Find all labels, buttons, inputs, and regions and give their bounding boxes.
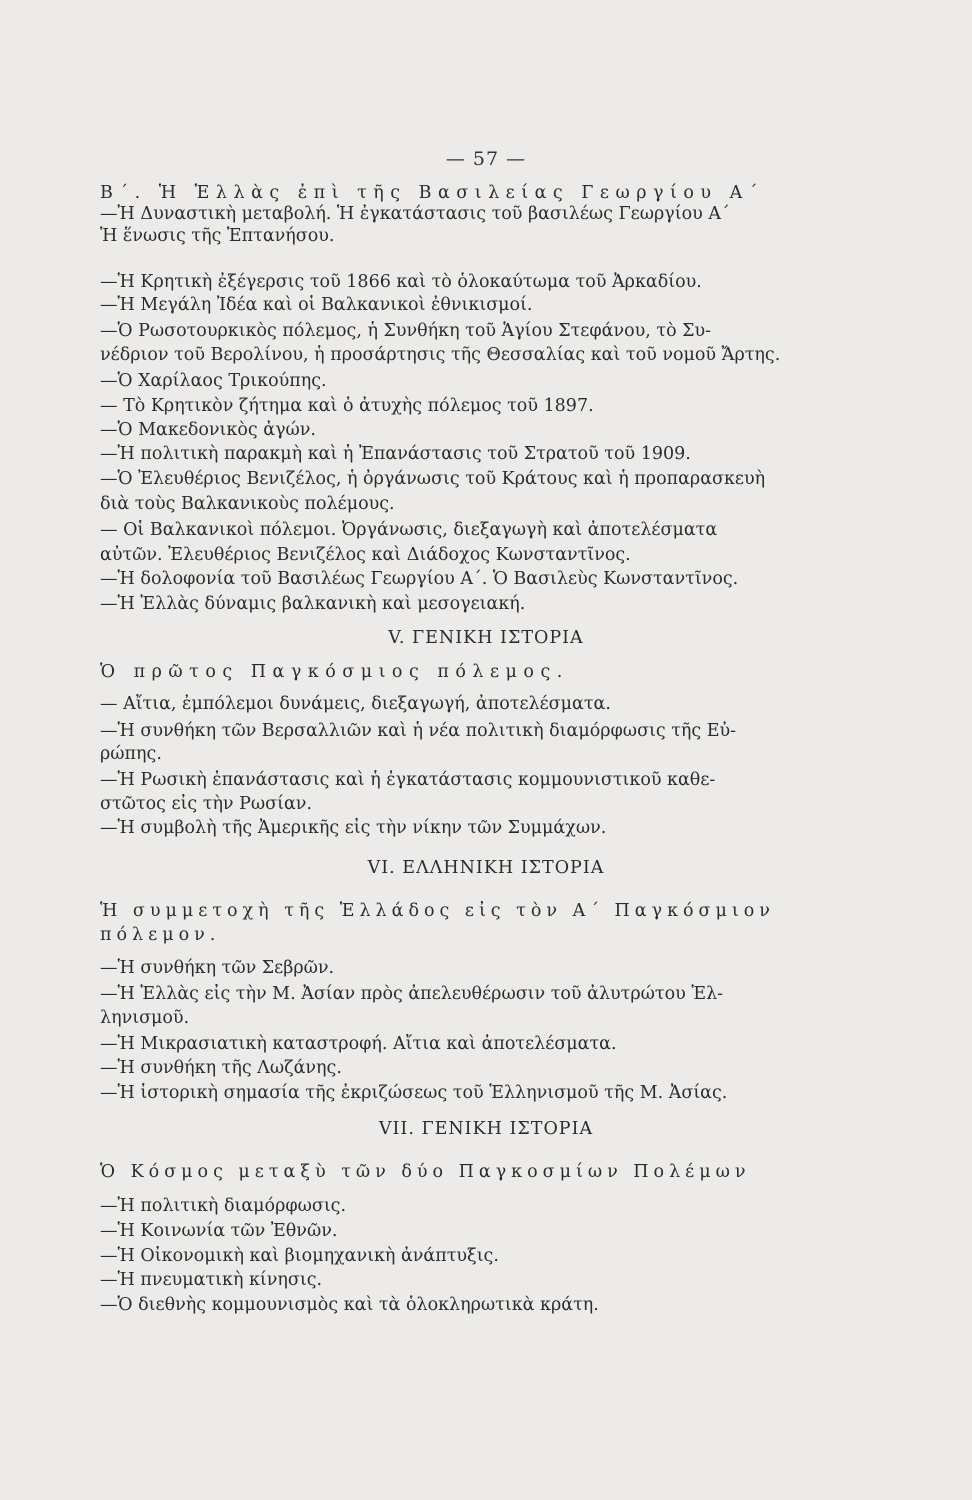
list-item: —Ὁ διεθνὴς κομμουνισμὸς καὶ τὰ ὁλοκληρωτικὰ κράτη. <box>100 1295 599 1315</box>
list-item: —Ἡ Μεγάλη Ἰδέα καὶ οἱ Βαλκανικοὶ ἐθνικισμοί. <box>100 295 533 315</box>
list-item: —Ἡ συνθήκη τῶν Σεβρῶν. <box>100 958 335 978</box>
list-item: αὐτῶν. Ἐλευθέριος Βενιζέλος καὶ Διάδοχος Κωνσταντῖνος. <box>100 545 631 565</box>
section-vii-title: Ὁ Κόσμος μεταξὺ τῶν δύο Παγκοσμίων Πολέμων <box>100 1162 751 1182</box>
list-item: —Ἡ συμβολὴ τῆς Ἀμερικῆς εἰς τὴν νίκην τῶν Συμμάχων. <box>100 818 607 838</box>
list-item: ρώπης. <box>100 744 162 764</box>
list-item: —Ἡ συνθήκη τῆς Λωζάνης. <box>100 1058 342 1078</box>
list-item: ληνισμοῦ. <box>100 1008 190 1028</box>
list-item: —Ἡ Δυναστικὴ μεταβολή. Ἡ ἐγκατάστασις τοῦ βασιλέως Γεωργίου Α΄ <box>100 204 730 224</box>
list-item: —Ὁ Μακεδονικὸς ἀγών. <box>100 420 316 440</box>
list-item: στῶτος εἰς τὴν Ρωσίαν. <box>100 794 313 814</box>
list-item: —Ἡ Μικρασιατικὴ καταστροφή. Αἴτια καὶ ἀποτελέσματα. <box>100 1034 617 1054</box>
list-item: —Ἡ Ἑλλὰς δύναμις βαλκανικὴ καὶ μεσογειακή. <box>100 594 526 614</box>
section-vi-title-continued: πόλεμον. <box>100 925 221 945</box>
list-item: —Ἡ ἱστορικὴ σημασία τῆς ἐκριζώσεως τοῦ Ἑλληνισμοῦ τῆς Μ. Ἀσίας. <box>100 1083 728 1103</box>
list-item: νέδριον τοῦ Βερολίνου, ἡ προσάρτησις τῆς Θεσσαλίας καὶ τοῦ νομοῦ Ἄρτης. <box>100 345 781 365</box>
list-item: —Ἡ πνευματικὴ κίνησις. <box>100 1270 323 1290</box>
list-item: Ἡ ἕνωσις τῆς Ἑπτανήσου. <box>100 226 335 246</box>
section-vii-heading: VII. ΓΕΝΙΚΗ ΙΣΤΟΡΙΑ <box>378 1119 594 1139</box>
list-item: —Ἡ Ἑλλὰς εἰς τὴν Μ. Ἀσίαν πρὸς ἀπελευθέρωσιν τοῦ ἀλυτρώτου Ἑλ- <box>100 984 724 1004</box>
list-item: —Ἡ δολοφονία τοῦ Βασιλέως Γεωργίου Α΄. Ὁ Βασιλεὺς Κωνσταντῖνος. <box>100 569 739 589</box>
list-item: —Ἡ Ρωσικὴ ἐπανάστασις καὶ ἡ ἐγκατάστασις κομμουνιστικοῦ καθε- <box>100 770 716 790</box>
list-item: —Ἡ συνθήκη τῶν Βερσαλλιῶν καὶ ἡ νέα πολιτικὴ διαμόρφωσις τῆς Εὐ- <box>100 721 737 741</box>
list-item: —Ἡ πολιτικὴ διαμόρφωσις. <box>100 1196 347 1216</box>
list-item: — Αἴτια, ἐμπόλεμοι δυνάμεις, διεξαγωγή, ἀποτελέσματα. <box>100 694 611 714</box>
list-item: —Ὁ Ρωσοτουρκικὸς πόλεμος, ἡ Συνθήκη τοῦ Ἁγίου Στεφάνου, τὸ Συ- <box>100 321 712 341</box>
list-item: διὰ τοὺς Βαλκανικοὺς πολέμους. <box>100 494 395 514</box>
list-item: —Ὁ Χαρίλαος Τρικούπης. <box>100 371 327 391</box>
list-item: —Ἡ Κοινωνία τῶν Ἐθνῶν. <box>100 1221 338 1241</box>
list-item: —Ἡ Οἰκονομικὴ καὶ βιομηχανικὴ ἀνάπτυξις. <box>100 1246 499 1266</box>
page-number: — 57 — <box>445 148 527 170</box>
section-vi-title: Ἡ συμμετοχὴ τῆς Ἑλλάδος εἰς τὸν Α΄ Παγκόσμιον <box>100 901 775 921</box>
list-item: — Τὸ Κρητικὸν ζήτημα καὶ ὁ ἀτυχὴς πόλεμος τοῦ 1897. <box>100 396 594 416</box>
list-item: —Ὁ Ἐλευθέριος Βενιζέλος, ἡ ὀργάνωσις τοῦ Κράτους καὶ ἡ προπαρασκευὴ <box>100 469 766 489</box>
list-item: — Οἱ Βαλκανικοὶ πόλεμοι. Ὀργάνωσις, διεξαγωγὴ καὶ ἀποτελέσματα <box>100 520 718 540</box>
section-vi-heading: VI. ΕΛΛΗΝΙΚΗ ΙΣΤΟΡΙΑ <box>367 858 605 878</box>
section-v-title: Ὁ πρῶτος Παγκόσμιος πόλεμος. <box>100 662 569 682</box>
list-item: —Ἡ πολιτικὴ παρακμὴ καὶ ἡ Ἐπανάστασις τοῦ Στρατοῦ τοῦ 1909. <box>100 444 691 464</box>
list-item: —Ἡ Κρητικὴ ἐξέγερσις τοῦ 1866 καὶ τὸ ὁλοκαύτωμα τοῦ Ἀρκαδίου. <box>100 272 702 292</box>
section-b-title: Β΄. Ἡ Ἑλλὰς ἐπὶ τῆς Βασιλείας Γεωργίου Α΄ <box>100 183 764 203</box>
section-v-heading: V. ΓΕΝΙΚΗ ΙΣΤΟΡΙΑ <box>388 628 584 648</box>
